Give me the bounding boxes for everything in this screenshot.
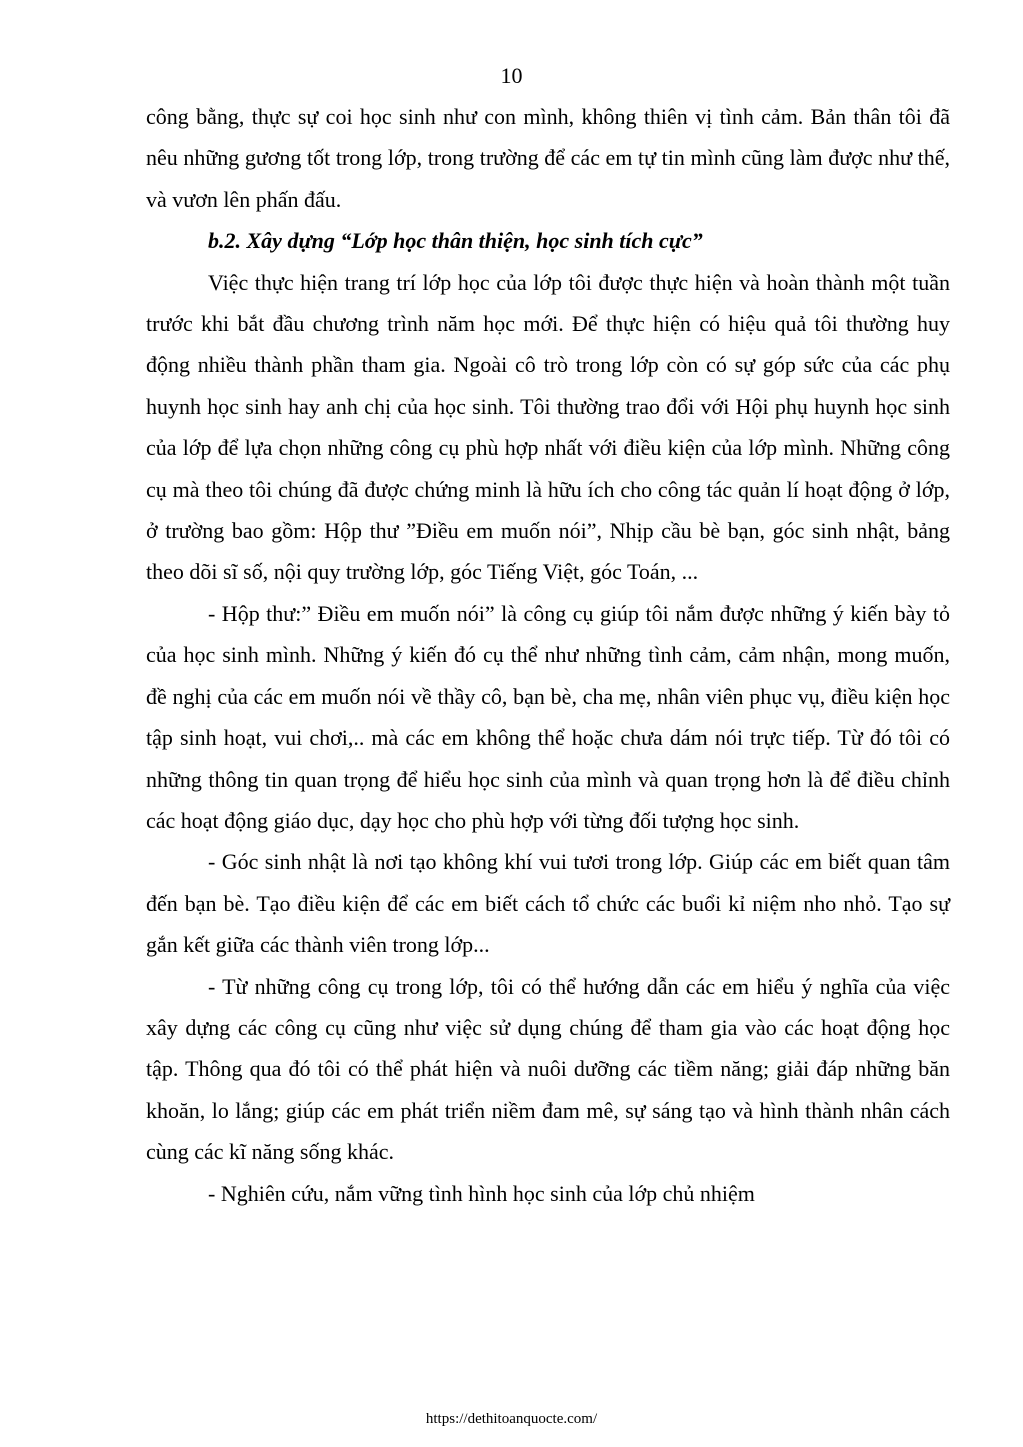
page-number: 10 [500,63,523,88]
footer-url: https://dethitoanquocte.com/ [425,1411,598,1427]
paragraph-research: - Nghiên cứu, nắm vững tình hình học sinh của lớp chủ nhiệm [208,1180,755,1206]
body-text [146,96,950,1214]
paragraph-tools-guidance: - Từ những công cụ trong lớp, tôi có thể hướng dẫn các em hiểu ý nghĩa của việc xây dựng các công cụ cũng như việc sử dụng chúng để tham gia vào các hoạt động học tập. Thông qua đó tôi có thể phát hiện và nuôi dưỡng các tiềm năng; giải đáp những băn khoăn, lo lắng; giúp các em phát triển niềm đam mê, sự sáng tạo và hình thành nhân cách cùng các kĩ năng sống khác. [146,973,950,1165]
paragraph-mailbox: - Hộp thư:” Điều em muốn nói” là công cụ giúp tôi nắm được những ý kiến bày tỏ của học sinh mình. Những ý kiến đó cụ thể như những tình cảm, cảm nhận, mong muốn, đề nghị của các em muốn nói về thầy cô, bạn bè, cha mẹ, nhân viên phục vụ, điều kiện học tập sinh hoạt, vui chơi,.. mà các em không thể hoặc chưa dám nói trực tiếp. Từ đó tôi có những thông tin quan trọng để hiểu học sinh của mình và quan trọng hơn là để điều chỉnh các hoạt động giáo dục, dạy học cho phù hợp với từng đối tượng học sinh. [146,600,950,833]
paragraph-birthday-corner: - Góc sinh nhật là nơi tạo không khí vui tươi trong lớp. Giúp các em biết quan tâm đến bạn bè. Tạo điều kiện để các em biết cách tổ chức các buổi kỉ niệm nho nhỏ. Tạo sự gắn kết giữa các thành viên trong lớp... [146,849,950,958]
paragraph-classroom-decoration: Việc thực hiện trang trí lớp học của lớp tôi được thực hiện và hoàn thành một tuần trước khi bắt đầu chương trình năm học mới. Để thực hiện có hiệu quả tôi thường huy động nhiều thành phần tham gia. Ngoài cô trò trong lớp còn có sự góp sức của các phụ huynh học sinh hay anh chị của học sinh. Tôi thường trao đổi với Hội phụ huynh học sinh của lớp để lựa chọn những công cụ phù hợp nhất với điều kiện của lớp mình. Những công cụ mà theo tôi chúng đã được chứng minh là hữu ích cho công tác quản lí hoạt động ở lớp, ở trường bao gồm: Hộp thư ”Điều em muốn nói”, Nhịp cầu bè bạn, góc sinh nhật, bảng theo dõi sĩ số, nội quy trường lớp, góc Tiếng Việt, góc Toán, ... [146,269,950,585]
section-heading: b.2. Xây dựng “Lớp học thân thiện, học sinh tích cực” [208,228,703,254]
paragraph-continuation: công bằng, thực sự coi học sinh như con mình, không thiên vị tình cảm. Bản thân tôi đã nêu những gương tốt trong lớp, trong trường để các em tự tin mình cũng làm được như thế, và vươn lên phấn đấu. [146,104,950,212]
